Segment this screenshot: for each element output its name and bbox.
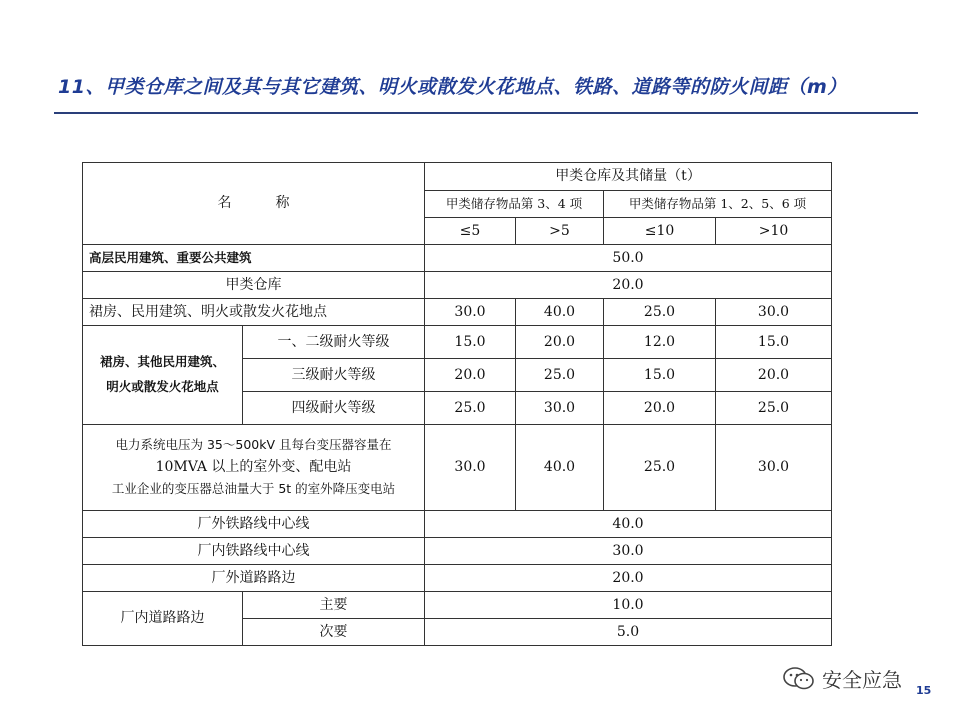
cell-value: 30.0 bbox=[716, 425, 832, 511]
row-value: 20.0 bbox=[425, 272, 832, 299]
cell-value: 25.0 bbox=[604, 299, 716, 326]
fire-distance-table bbox=[82, 162, 832, 646]
cell-value: 30.0 bbox=[716, 299, 832, 326]
cell-value: 15.0 bbox=[716, 326, 832, 359]
watermark-text: 安全应急 bbox=[822, 668, 902, 692]
row-label: 次要 bbox=[243, 619, 425, 646]
row-group-label: 裙房、其他民用建筑、 明火或散发火花地点 bbox=[83, 326, 243, 425]
row-label: 厂外道路路边 bbox=[83, 565, 425, 592]
header-row-1 bbox=[83, 163, 832, 191]
header-sub-1-2-5-6: 甲类储存物品第 1、2、5、6 项 bbox=[604, 191, 832, 218]
page-number: 15 bbox=[916, 684, 932, 697]
watermark bbox=[782, 664, 902, 693]
row-value: 40.0 bbox=[425, 511, 832, 538]
row-value: 10.0 bbox=[425, 592, 832, 619]
cell-value: 12.0 bbox=[604, 326, 716, 359]
row-group-label: 厂内道路路边 bbox=[83, 592, 243, 646]
header-col-gt5: >5 bbox=[516, 218, 604, 245]
header-sub-3-4: 甲类储存物品第 3、4 项 bbox=[425, 191, 604, 218]
row-label: 甲类仓库 bbox=[83, 272, 425, 299]
cell-value: 30.0 bbox=[425, 299, 516, 326]
table-row bbox=[83, 538, 832, 565]
slide-title: 11、甲类仓库之间及其与其它建筑、明火或散发火花地点、铁路、道路等的防火间距（m） bbox=[58, 76, 847, 98]
cell-value: 25.0 bbox=[716, 392, 832, 425]
cell-value: 25.0 bbox=[604, 425, 716, 511]
cell-value: 20.0 bbox=[425, 359, 516, 392]
cell-value: 25.0 bbox=[516, 359, 604, 392]
table-row bbox=[83, 245, 832, 272]
row-label: 三级耐火等级 bbox=[243, 359, 425, 392]
row-value: 50.0 bbox=[425, 245, 832, 272]
row-label: 裙房、民用建筑、明火或散发火花地点 bbox=[83, 299, 425, 326]
row-label: 四级耐火等级 bbox=[243, 392, 425, 425]
cell-value: 30.0 bbox=[516, 392, 604, 425]
cell-value: 15.0 bbox=[425, 326, 516, 359]
row-label: 厂外铁路线中心线 bbox=[83, 511, 425, 538]
cell-value: 20.0 bbox=[604, 392, 716, 425]
row-value: 5.0 bbox=[425, 619, 832, 646]
row-label: 主要 bbox=[243, 592, 425, 619]
title-divider bbox=[54, 112, 918, 114]
cell-value: 25.0 bbox=[425, 392, 516, 425]
row-label-multiline: 电力系统电压为 35～500kV 且每台变压器容量在 10MVA 以上的室外变、配电站 工业企业的变压器总油量大于 5t 的室外降压变电站 bbox=[83, 425, 425, 511]
header-group: 甲类仓库及其储量（t） bbox=[425, 163, 832, 191]
cell-value: 20.0 bbox=[716, 359, 832, 392]
cell-value: 40.0 bbox=[516, 425, 604, 511]
table-row bbox=[83, 592, 832, 619]
header-col-le10: ≤10 bbox=[604, 218, 716, 245]
header-col-le5: ≤5 bbox=[425, 218, 516, 245]
header-name: 名称 bbox=[83, 163, 425, 245]
row-value: 20.0 bbox=[425, 565, 832, 592]
cell-value: 40.0 bbox=[516, 299, 604, 326]
chat-bubble-icon bbox=[782, 666, 816, 692]
table-row bbox=[83, 511, 832, 538]
row-label: 厂内铁路线中心线 bbox=[83, 538, 425, 565]
cell-value: 20.0 bbox=[516, 326, 604, 359]
table-row bbox=[83, 326, 832, 359]
cell-value: 30.0 bbox=[425, 425, 516, 511]
row-value: 30.0 bbox=[425, 538, 832, 565]
cell-value: 15.0 bbox=[604, 359, 716, 392]
table-row bbox=[83, 565, 832, 592]
table-row bbox=[83, 272, 832, 299]
table-row bbox=[83, 299, 832, 326]
row-label: 高层民用建筑、重要公共建筑 bbox=[83, 245, 425, 272]
table-row bbox=[83, 425, 832, 511]
row-label: 一、二级耐火等级 bbox=[243, 326, 425, 359]
header-col-gt10: >10 bbox=[716, 218, 832, 245]
